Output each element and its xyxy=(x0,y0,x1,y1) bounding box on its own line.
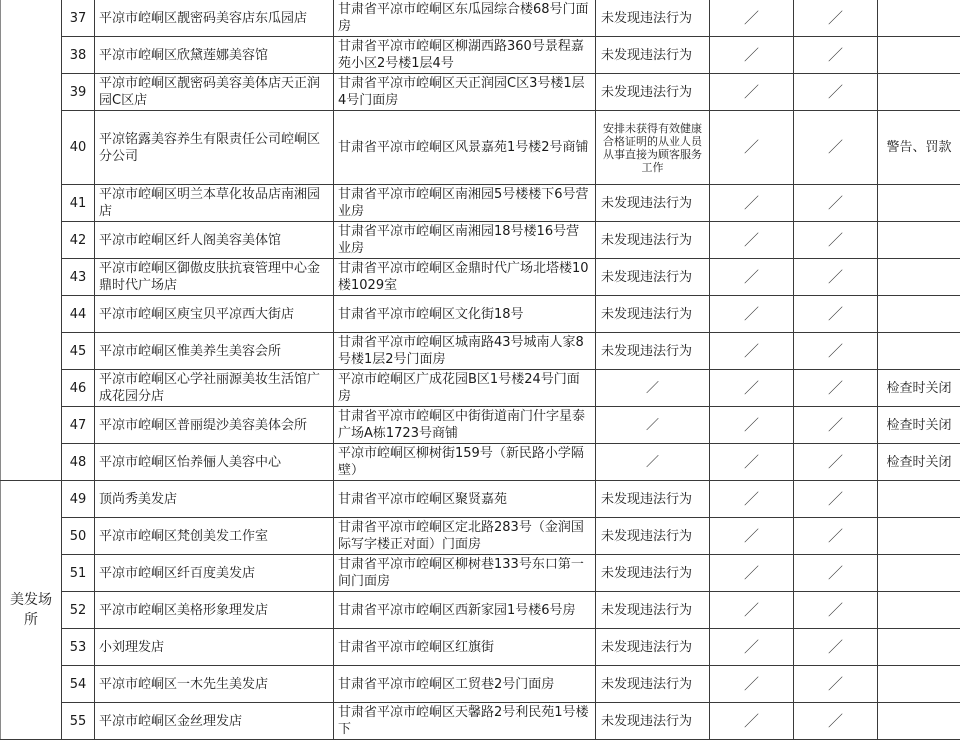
penalty-cell xyxy=(878,259,960,296)
row-number-cell: 40 xyxy=(62,111,95,185)
table-row xyxy=(1,666,960,703)
shop-name-cell: 平凉市崆峒区御傲皮肤抗衰管理中心金鼎时代广场店 xyxy=(95,259,334,296)
shop-name-cell: 平凉铭露美容养生有限责任公司崆峒区分公司 xyxy=(95,111,334,185)
address-cell: 甘肃省平凉市崆峒区天馨路2号利民苑1号楼下 xyxy=(334,703,596,740)
row-number-cell: 53 xyxy=(62,629,95,666)
row-number-cell: 47 xyxy=(62,407,95,444)
category-cell: 美发场所 xyxy=(1,481,62,740)
row-number-cell: 44 xyxy=(62,296,95,333)
shop-name-cell: 平凉市崆峒区金丝理发店 xyxy=(95,703,334,740)
penalty-cell: 检查时关闭 xyxy=(878,370,960,407)
penalty-cell xyxy=(878,518,960,555)
inspection-result-cell: 未发现违法行为 xyxy=(596,666,710,703)
measure-cell: ／ xyxy=(710,666,794,703)
inspection-result-cell: 未发现违法行为 xyxy=(596,592,710,629)
inspection-result-cell: 安排未获得有效健康合格证明的从业人员从事直接为顾客服务工作 xyxy=(596,111,710,185)
inspection-result-cell: 未发现违法行为 xyxy=(596,74,710,111)
shop-name-cell: 平凉市崆峒区庾宝贝平凉西大街店 xyxy=(95,296,334,333)
table-row xyxy=(1,481,960,518)
measure-cell: ／ xyxy=(794,481,878,518)
inspection-result-cell: 未发现违法行为 xyxy=(596,555,710,592)
row-number-cell: 37 xyxy=(62,0,95,37)
table-row xyxy=(1,296,960,333)
measure-cell: ／ xyxy=(794,666,878,703)
shop-name-cell: 顶尚秀美发店 xyxy=(95,481,334,518)
shop-name-cell: 平凉市崆峒区美格形象理发店 xyxy=(95,592,334,629)
table-row xyxy=(1,37,960,74)
inspection-result-cell: 未发现违法行为 xyxy=(596,296,710,333)
measure-cell: ／ xyxy=(794,370,878,407)
table-row xyxy=(1,0,960,37)
measure-cell: ／ xyxy=(710,185,794,222)
table-row xyxy=(1,407,960,444)
row-number-cell: 55 xyxy=(62,703,95,740)
shop-name-cell: 平凉市崆峒区怡养俪人美容中心 xyxy=(95,444,334,481)
penalty-cell xyxy=(878,333,960,370)
row-number-cell: 42 xyxy=(62,222,95,259)
row-number-cell: 54 xyxy=(62,666,95,703)
measure-cell: ／ xyxy=(710,0,794,37)
penalty-cell: 检查时关闭 xyxy=(878,444,960,481)
measure-cell: ／ xyxy=(710,444,794,481)
measure-cell: ／ xyxy=(710,592,794,629)
row-number-cell: 48 xyxy=(62,444,95,481)
address-cell: 甘肃省平凉市崆峒区城南路43号城南人家8号楼1层2号门面房 xyxy=(334,333,596,370)
row-number-cell: 46 xyxy=(62,370,95,407)
measure-cell: ／ xyxy=(794,259,878,296)
shop-name-cell: 平凉市崆峒区靓密码美容店东瓜园店 xyxy=(95,0,334,37)
measure-cell: ／ xyxy=(794,74,878,111)
inspection-result-cell: 未发现违法行为 xyxy=(596,481,710,518)
measure-cell: ／ xyxy=(710,703,794,740)
penalty-cell xyxy=(878,37,960,74)
address-cell: 甘肃省平凉市崆峒区文化街18号 xyxy=(334,296,596,333)
measure-cell: ／ xyxy=(710,555,794,592)
inspection-result-cell: 未发现违法行为 xyxy=(596,629,710,666)
address-cell: 甘肃省平凉市崆峒区风景嘉苑1号楼2号商铺 xyxy=(334,111,596,185)
penalty-cell xyxy=(878,296,960,333)
penalty-cell xyxy=(878,0,960,37)
row-number-cell: 52 xyxy=(62,592,95,629)
row-number-cell: 45 xyxy=(62,333,95,370)
inspection-result-cell: 未发现违法行为 xyxy=(596,37,710,74)
address-cell: 甘肃省平凉市崆峒区定北路283号（金润国际写字楼正对面）门面房 xyxy=(334,518,596,555)
row-number-cell: 51 xyxy=(62,555,95,592)
measure-cell: ／ xyxy=(710,259,794,296)
measure-cell: ／ xyxy=(794,703,878,740)
row-number-cell: 39 xyxy=(62,74,95,111)
shop-name-cell: 平凉市崆峒区心学社丽源美妆生活馆广成花园分店 xyxy=(95,370,334,407)
table-row xyxy=(1,592,960,629)
penalty-cell xyxy=(878,703,960,740)
address-cell: 甘肃省平凉市崆峒区柳树巷133号东口第一间门面房 xyxy=(334,555,596,592)
penalty-cell: 检查时关闭 xyxy=(878,407,960,444)
measure-cell: ／ xyxy=(710,370,794,407)
penalty-cell xyxy=(878,666,960,703)
inspection-result-cell: 未发现违法行为 xyxy=(596,703,710,740)
measure-cell: ／ xyxy=(710,296,794,333)
inspection-result-cell: 未发现违法行为 xyxy=(596,518,710,555)
address-cell: 甘肃省平凉市崆峒区南湘园18号楼16号营业房 xyxy=(334,222,596,259)
address-cell: 甘肃省平凉市崆峒区柳湖西路360号景程嘉苑小区2号楼1层4号 xyxy=(334,37,596,74)
address-cell: 甘肃省平凉市崆峒区中街街道南门什字星泰广场A栋1723号商铺 xyxy=(334,407,596,444)
row-number-cell: 43 xyxy=(62,259,95,296)
inspection-result-cell: 未发现违法行为 xyxy=(596,222,710,259)
inspection-result-cell: 未发现违法行为 xyxy=(596,185,710,222)
category-cell xyxy=(1,0,62,481)
measure-cell: ／ xyxy=(794,0,878,37)
shop-name-cell: 平凉市崆峒区明兰本草化妆品店南湘园店 xyxy=(95,185,334,222)
row-number-cell: 41 xyxy=(62,185,95,222)
measure-cell: ／ xyxy=(794,37,878,74)
address-cell: 甘肃省平凉市崆峒区南湘园5号楼楼下6号营业房 xyxy=(334,185,596,222)
shop-name-cell: 平凉市崆峒区纤百度美发店 xyxy=(95,555,334,592)
measure-cell: ／ xyxy=(710,111,794,185)
shop-name-cell: 平凉市崆峒区欣黛莲娜美容馆 xyxy=(95,37,334,74)
shop-name-cell: 平凉市崆峒区惟美养生美容会所 xyxy=(95,333,334,370)
measure-cell: ／ xyxy=(710,629,794,666)
table-row xyxy=(1,444,960,481)
address-cell: 平凉市崆峒区柳树街159号（新民路小学隔壁） xyxy=(334,444,596,481)
table-row xyxy=(1,222,960,259)
penalty-cell xyxy=(878,185,960,222)
shop-name-cell: 平凉市崆峒区梵创美发工作室 xyxy=(95,518,334,555)
inspection-result-cell: ／ xyxy=(596,444,710,481)
table-row xyxy=(1,259,960,296)
penalty-cell xyxy=(878,481,960,518)
inspection-result-cell: 未发现违法行为 xyxy=(596,333,710,370)
measure-cell: ／ xyxy=(794,185,878,222)
table-row xyxy=(1,629,960,666)
penalty-cell: 警告、罚款 xyxy=(878,111,960,185)
row-number-cell: 50 xyxy=(62,518,95,555)
row-number-cell: 49 xyxy=(62,481,95,518)
table-row xyxy=(1,111,960,185)
inspection-result-cell: ／ xyxy=(596,370,710,407)
measure-cell: ／ xyxy=(794,296,878,333)
measure-cell: ／ xyxy=(794,592,878,629)
table-row xyxy=(1,74,960,111)
measure-cell: ／ xyxy=(794,444,878,481)
shop-name-cell: 平凉市崆峒区靓密码美容美体店天正润园C区店 xyxy=(95,74,334,111)
table-row xyxy=(1,555,960,592)
address-cell: 甘肃省平凉市崆峒区天正润园C区3号楼1层4号门面房 xyxy=(334,74,596,111)
measure-cell: ／ xyxy=(710,481,794,518)
table-row xyxy=(1,518,960,555)
inspection-result-cell: ／ xyxy=(596,407,710,444)
measure-cell: ／ xyxy=(710,37,794,74)
row-number-cell: 38 xyxy=(62,37,95,74)
measure-cell: ／ xyxy=(794,111,878,185)
address-cell: 甘肃省平凉市崆峒区红旗街 xyxy=(334,629,596,666)
measure-cell: ／ xyxy=(794,407,878,444)
shop-name-cell: 平凉市崆峒区普丽缇沙美容美体会所 xyxy=(95,407,334,444)
measure-cell: ／ xyxy=(710,333,794,370)
table-row xyxy=(1,185,960,222)
table-body xyxy=(1,0,960,740)
inspection-result-cell: 未发现违法行为 xyxy=(596,259,710,296)
penalty-cell xyxy=(878,555,960,592)
shop-name-cell: 小刘理发店 xyxy=(95,629,334,666)
measure-cell: ／ xyxy=(794,222,878,259)
address-cell: 甘肃省平凉市崆峒区西新家园1号楼6号房 xyxy=(334,592,596,629)
penalty-cell xyxy=(878,592,960,629)
address-cell: 平凉市崆峒区广成花园B区1号楼24号门面房 xyxy=(334,370,596,407)
address-cell: 甘肃省平凉市崆峒区东瓜园综合楼68号门面房 xyxy=(334,0,596,37)
measure-cell: ／ xyxy=(710,407,794,444)
measure-cell: ／ xyxy=(710,518,794,555)
inspection-result-cell: 未发现违法行为 xyxy=(596,0,710,37)
measure-cell: ／ xyxy=(794,629,878,666)
table-row xyxy=(1,333,960,370)
table-row xyxy=(1,703,960,740)
measure-cell: ／ xyxy=(710,74,794,111)
shop-name-cell: 平凉市崆峒区纤人阁美容美体馆 xyxy=(95,222,334,259)
penalty-cell xyxy=(878,222,960,259)
address-cell: 甘肃省平凉市崆峒区金鼎时代广场北塔楼10楼1029室 xyxy=(334,259,596,296)
measure-cell: ／ xyxy=(794,333,878,370)
penalty-cell xyxy=(878,629,960,666)
measure-cell: ／ xyxy=(710,222,794,259)
address-cell: 甘肃省平凉市崆峒区工贸巷2号门面房 xyxy=(334,666,596,703)
table-row xyxy=(1,370,960,407)
measure-cell: ／ xyxy=(794,555,878,592)
measure-cell: ／ xyxy=(794,518,878,555)
shop-name-cell: 平凉市崆峒区一木先生美发店 xyxy=(95,666,334,703)
penalty-cell xyxy=(878,74,960,111)
address-cell: 甘肃省平凉市崆峒区聚贤嘉苑 xyxy=(334,481,596,518)
